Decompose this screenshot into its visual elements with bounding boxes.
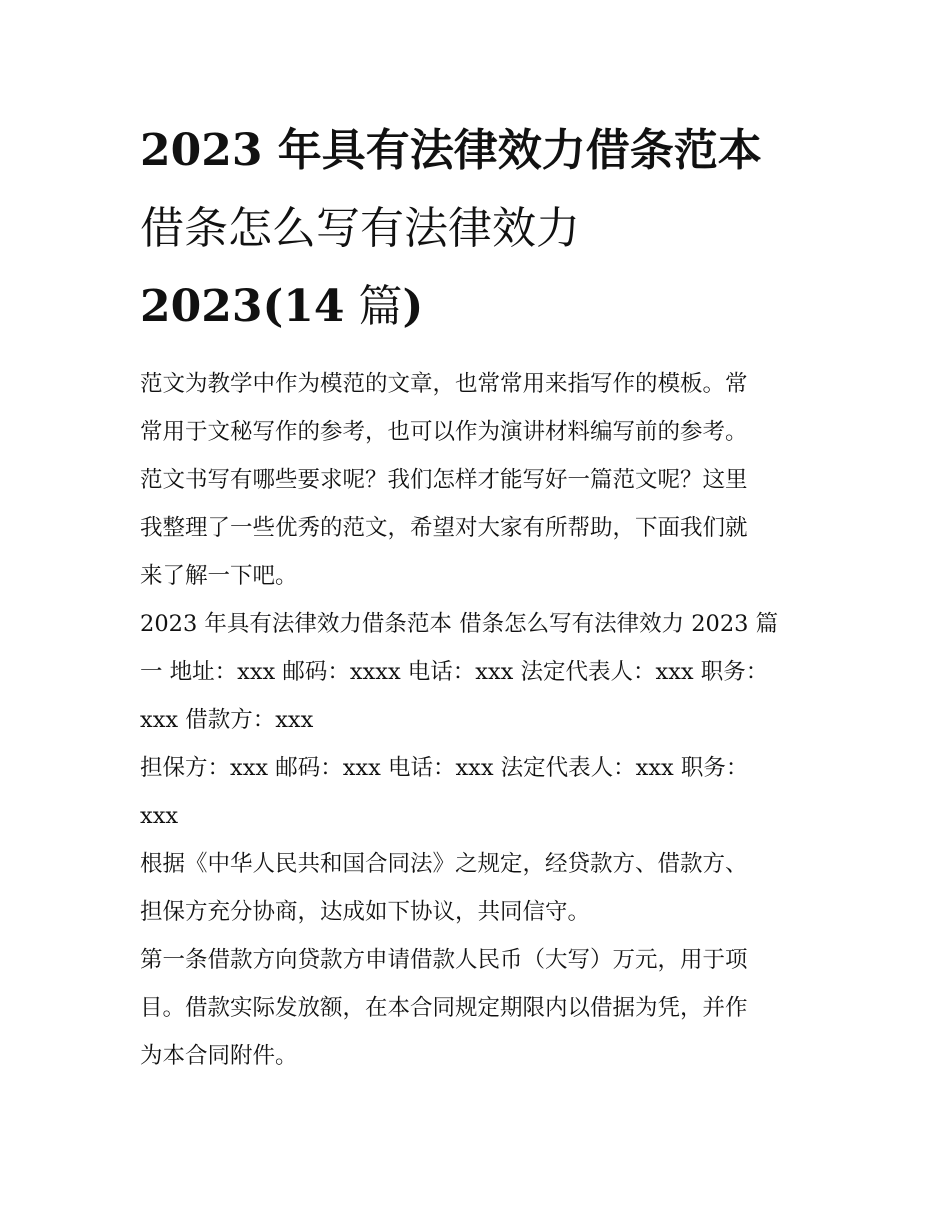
paragraph-line: 为本合同附件。 [140,1043,298,1069]
paragraph-line: 范文书写有哪些要求呢？我们怎样才能写好一篇范文呢？这里 [140,467,748,493]
paragraph-line: 范文为教学中作为模范的文章，也常常用来指写作的模板。常 [140,371,748,397]
paragraph-legal-basis [140,840,820,936]
paragraph-line: 第一条借款方向贷款方申请借款人民币（大写）万元，用于项 [140,947,748,973]
title-line-3 [140,268,820,346]
title-line-1 [140,112,820,190]
title-line-2: 借条怎么写有法律效力 [140,203,580,254]
paragraph-line: 担保方：xxx 邮码：xxx 电话：xxx 法定代表人：xxx 职务： [140,755,749,781]
paragraph-line: 根据《中华人民共和国合同法》之规定，经贷款方、借款方、 [140,851,748,877]
paragraph-intro [140,360,820,600]
paragraph-line: 常用于文秘写作的参考，也可以作为演讲材料编写前的参考。 [140,419,748,445]
paragraph-line: xxx 借款方：xxx [140,707,314,733]
paragraph-guarantor-info [140,744,820,840]
title-count-unit: 篇 [358,281,403,332]
paragraph-line: 目。借款实际发放额，在本合同规定期限内以借据为凭，并作 [140,995,748,1021]
title-close-paren: ) [402,281,424,332]
title-count: 2023(14 [140,281,345,332]
paragraph-line: 我整理了一些优秀的范文，希望对大家有所帮助，下面我们就 [140,515,748,541]
paragraph-line: 来了解一下吧。 [140,563,298,589]
paragraph-line: 一 地址：xxx 邮码：xxxx 电话：xxx 法定代表人：xxx 职务： [140,659,769,685]
paragraph-line: 2023 年具有法律效力借条范本 借条怎么写有法律效力 2023 篇 [140,611,779,637]
title-line-1-text: 年具有法律效力借条范本 [277,125,762,176]
paragraph-lender-info [140,600,820,744]
paragraph-line: xxx [140,803,179,829]
document-page [140,112,820,1080]
document-title [140,112,820,346]
title-year: 2023 [140,125,263,176]
paragraph-article-one [140,936,820,1080]
paragraph-line: 担保方充分协商，达成如下协议，共同信守。 [140,899,591,925]
